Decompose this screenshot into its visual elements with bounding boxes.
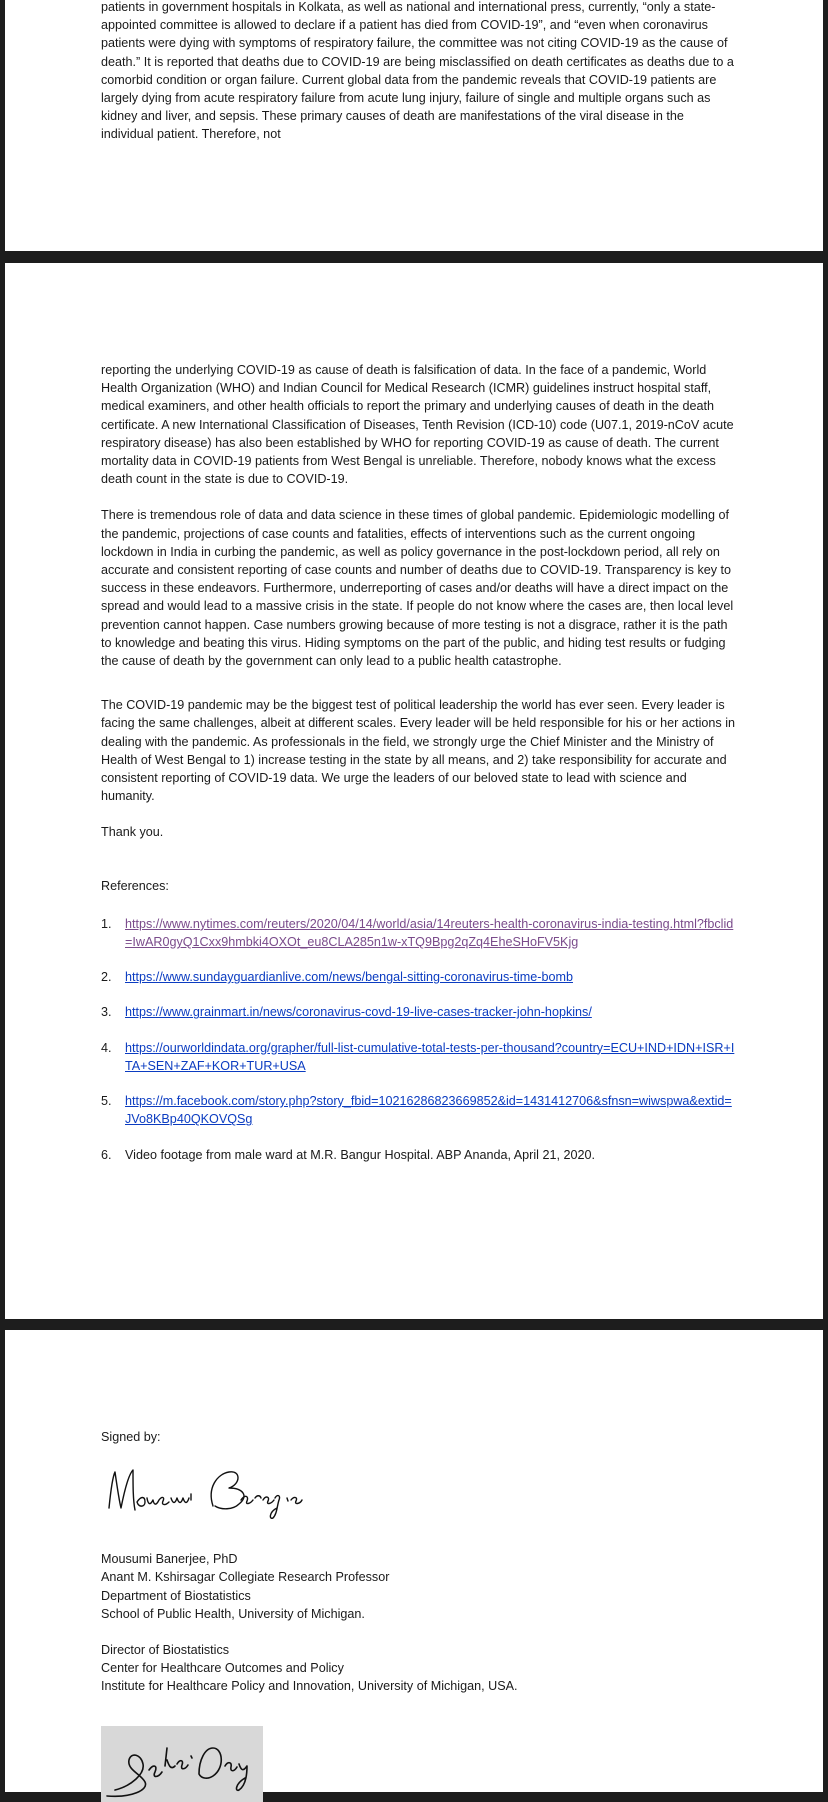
handwritten-signature-1	[101, 1458, 321, 1534]
signer-role: Director of Biostatistics	[101, 1643, 230, 1658]
signature-mousumi-banerjee	[101, 1458, 321, 1534]
reference-text-video-footage: Video footage from male ward at M.R. Bangur Hospital. ABP Ananda, April 21, 2020.	[125, 1147, 595, 1162]
reference-link-nytimes[interactable]: https://www.nytimes.com/reuters/2020/04/14/world/asia/14reuters-health-coronavirus-india-testing.html?fbclid=IwAR0gyQ1Cxx9hmbki4OXOt_eu8CLA285n1w-xTQ9Bpg2qZq4EheSHoFV5Kjg	[125, 916, 734, 950]
document-page-3	[5, 1330, 823, 1792]
signer-department: Department of Biostatistics	[101, 1588, 251, 1603]
signer-center: Center for Healthcare Outcomes and Policy	[101, 1661, 344, 1676]
reference-number: 4.	[101, 1040, 112, 1055]
signed-by-label: Signed by:	[101, 1430, 161, 1444]
reference-item	[101, 915, 736, 951]
handwritten-signature-2	[101, 1726, 263, 1802]
page-3-content	[101, 1428, 736, 1802]
reference-item	[101, 1146, 736, 1164]
paragraph-data-falsification: reporting the underlying COVID-19 as cause of death is falsification of data. In the face of a pandemic, World Health Organization (WHO) and Indian Council for Medical Research (ICMR) guidelines instruct hospital staff, medical examiners, and other health officials to report the primary and underlying causes of death in the death certificate. A new International Classification of Diseases, Tenth Revision (ICD-10) code (U07.1, 2019-nCoV acute respiratory disease) has also been established by WHO for reporting COVID-19 as cause of death. The current mortality data in COVID-19 patients from West Bengal is unreliable. Therefore, nobody knows what the excess death count in the state is due to COVID-19.	[101, 363, 734, 487]
page-2-content	[101, 361, 736, 1181]
reference-item	[101, 968, 736, 986]
signer-institute: Institute for Healthcare Policy and Innovation, University of Michigan, USA.	[101, 1679, 518, 1694]
reference-number: 2.	[101, 970, 112, 985]
signer-name: Mousumi Banerjee, PhD	[101, 1552, 238, 1567]
reference-link-grainmart[interactable]: https://www.grainmart.in/news/coronavirus-covd-19-live-cases-tracker-john-hopkins/	[125, 1005, 592, 1020]
reference-number: 5.	[101, 1094, 112, 1109]
reference-link-ourworldindata[interactable]: https://ourworldindata.org/grapher/full-list-cumulative-total-tests-per-thousand?country=ECU+IND+IDN+ISR+ITA+SEN+ZAF+KOR+TUR+USA	[125, 1040, 735, 1073]
reference-number: 3.	[101, 1005, 112, 1020]
reference-item	[101, 1039, 736, 1075]
reference-number: 1.	[101, 916, 112, 931]
signature-image-satish	[101, 1726, 263, 1802]
document-page-2	[5, 263, 823, 1319]
document-page-1	[5, 0, 823, 251]
page-1-paragraph: patients in government hospitals in Kolkata, as well as national and international press, currently, “only a state-appointed committee is allowed to declare if a patient has died from COVID-19”, and “even when coronavirus patients were dying with symptoms of respiratory failure, the committee was not citing COVID-19 as the cause of death.” It is reported that deaths due to COVID-19 are being misclassified on death certificates as deaths due to a comorbid condition or organ failure. Current global data from the pandemic reveals that COVID-19 patients are largely dying from acute respiratory failure from acute lung injury, failure of single and multiple organs such as kidney and liver, and sepsis. These primary causes of death are manifestations of the viral disease in the individual patient. Therefore, not	[101, 0, 734, 142]
reference-item	[101, 1003, 736, 1021]
reference-number: 6.	[101, 1147, 112, 1162]
paragraph-data-science: There is tremendous role of data and data science in these times of global pandemic. Epidemiologic modelling of the pandemic, projections of case counts and fatalities, effects of interventions such as the current ongoing lockdown in India in curbing the pandemic, as well as policy governance in the post-lockdown period, all rely on accurate and consistent reporting of case counts and number of deaths due to COVID-19. Transparency is key to success in these endeavors. Furthermore, underreporting of cases and/or deaths will have a direct impact on the spread and would lead to a massive crisis in the state. If people do not know where the cases are, then local level prevention cannot happen. Case numbers growing because of more testing is not a disgrace, rather it is the path to knowledge and beating this virus. Hiding symptoms on the part of the public, and hiding test results or fudging the cause of death by the government can only lead to a public health catastrophe.	[101, 508, 734, 669]
page-1-content	[101, 0, 736, 144]
references-list	[101, 915, 736, 1164]
references-heading: References:	[101, 878, 169, 893]
reference-link-facebook[interactable]: https://m.facebook.com/story.php?story_fbid=10216286823669852&id=1431412706&sfnsn=wiwspwa&extid=JVo8KBp40QKOVQSg	[125, 1094, 732, 1127]
signer-title: Anant M. Kshirsagar Collegiate Research Professor	[101, 1570, 390, 1585]
signer-school: School of Public Health, University of Michigan.	[101, 1606, 365, 1621]
reference-item	[101, 1092, 736, 1128]
thank-you-line: Thank you.	[101, 825, 164, 840]
paragraph-political-leadership: The COVID-19 pandemic may be the biggest test of political leadership the world has ever seen. Every leader is facing the same challenges, albeit at different scales. Every leader will be held responsible for his or her actions in dealing with the pandemic. As professionals in the field, we strongly urge the Chief Minister and the Ministry of Health of West Bengal to 1) increase testing in the state by all means, and 2) take responsibility for accurate and consistent reporting of COVID-19 data. We urge the leaders of our beloved state to lead with science and humanity.	[101, 698, 735, 804]
reference-link-sundayguardian[interactable]: https://www.sundayguardianlive.com/news/bengal-sitting-coronavirus-time-bomb	[125, 970, 573, 985]
